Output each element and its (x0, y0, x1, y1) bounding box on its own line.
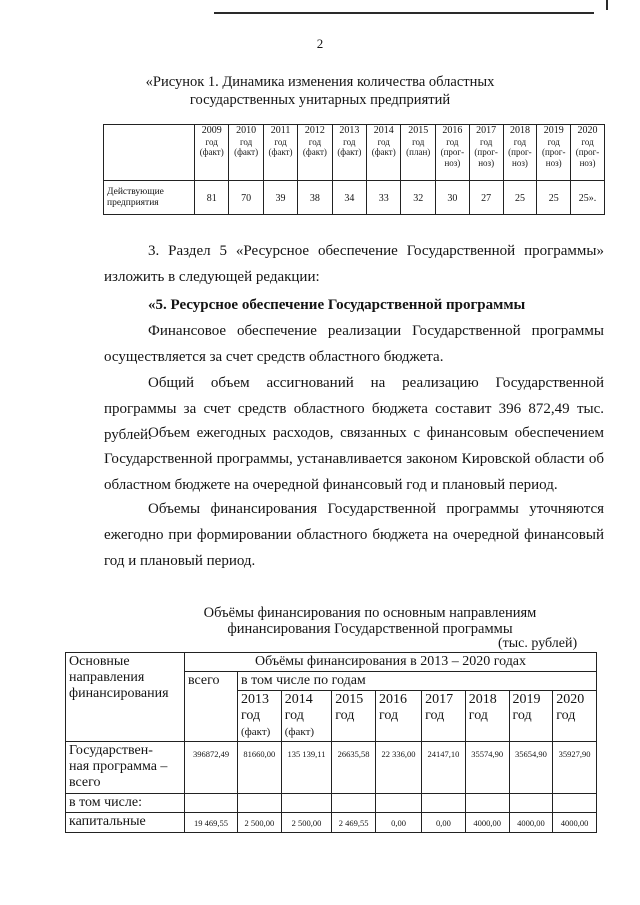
table-cell: 4000,00 (509, 813, 553, 833)
table-cell: 26635,58 (332, 742, 376, 794)
table-cell: 25 (537, 181, 571, 215)
table-cell: 22 336,00 (375, 742, 421, 794)
table2-title-line1: Объёмы финансирования по основным направлениям (203, 605, 537, 621)
table-row (66, 742, 597, 794)
table-cell: 135 139,11 (281, 742, 332, 794)
table-cell (185, 794, 238, 813)
year-header-cell: 2013 год (факт) (238, 691, 282, 742)
table-header-cell: 2017 год (прог- ноз) (469, 125, 503, 181)
table-cell: 81 (195, 181, 229, 215)
table-header-cell: 2016 год (прог- ноз) (435, 125, 469, 181)
column-header-by-years: в том числе по годам (238, 672, 597, 691)
table-cell (465, 794, 509, 813)
scan-border-line (606, 0, 608, 10)
table-cell: 35927,90 (553, 742, 597, 794)
table-cell: 35574,90 (465, 742, 509, 794)
year-header-cell: 2020 год (553, 691, 597, 742)
table-cell: 0,00 (375, 813, 421, 833)
row-label-capital: капитальные (66, 813, 185, 833)
paragraph-item-3: 3. Раздел 5 «Ресурсное обеспечение Государственной программы» изложить в следующей редакции: (104, 243, 604, 285)
unit-label: (тыс. рублей) (498, 636, 578, 651)
figure-title-line1: «Рисунок 1. Динамика изменения количества областных (145, 74, 495, 90)
column-header-directions: Основные направления финансирования (66, 653, 185, 742)
table-cell: 35654,90 (509, 742, 553, 794)
table-cell (553, 794, 597, 813)
figure-title-line2: государственных унитарных предприятий (189, 92, 451, 108)
column-header-span: Объёмы финансирования в 2013 – 2020 годах (185, 653, 597, 672)
table-cell: 4000,00 (465, 813, 509, 833)
table-cell (238, 794, 282, 813)
table-cell: 24147,10 (422, 742, 466, 794)
table-cell: 2 500,00 (238, 813, 282, 833)
year-header-cell: 2014 год (факт) (281, 691, 332, 742)
table-row (66, 813, 597, 833)
page-number: 2 (316, 36, 324, 51)
table-cell (375, 794, 421, 813)
table-header-cell: 2020 год (прог- ноз) (571, 125, 605, 181)
table-row (104, 181, 605, 215)
table-cell: 19 469,55 (185, 813, 238, 833)
table-cell: 39 (263, 181, 297, 215)
table2-title-line2: финансирования Государственной программы (227, 621, 513, 637)
table-cell: 2 500,00 (281, 813, 332, 833)
table-header-cell: 2018 год (прог- ноз) (503, 125, 537, 181)
table-header-cell: 2009 год (факт) (195, 125, 229, 181)
table-cell (422, 794, 466, 813)
table-cell: 4000,00 (553, 813, 597, 833)
table-row (66, 794, 597, 813)
table-cell: 2 469,55 (332, 813, 376, 833)
table-header-row (66, 653, 597, 672)
table-corner-cell (104, 125, 195, 181)
financing-table (65, 652, 597, 833)
table-cell: 38 (298, 181, 332, 215)
table-cell: 34 (332, 181, 366, 215)
table-header-cell: 2010 год (факт) (229, 125, 263, 181)
table-cell: 0,00 (422, 813, 466, 833)
paragraph-financing: Финансовое обеспечение реализации Государственной программы осуществляется за счет средств областного бюджета. (104, 323, 604, 365)
year-header-cell: 2019 год (509, 691, 553, 742)
row-label-including: в том числе: (66, 794, 185, 813)
table-cell (332, 794, 376, 813)
table-cell: 27 (469, 181, 503, 215)
table-cell: 81660,00 (238, 742, 282, 794)
table-cell: 25 (503, 181, 537, 215)
year-header-cell: 2018 год (465, 691, 509, 742)
table-cell: 32 (401, 181, 436, 215)
table-header-cell: 2019 год (прог- ноз) (537, 125, 571, 181)
paragraph-refinement: Объемы финансирования Государственной программы уточняются ежегодно при формировании областного бюджета на очередной финансовый год и плановый период. (104, 501, 604, 569)
table-cell (281, 794, 332, 813)
table-cell: 33 (367, 181, 401, 215)
table-cell: 30 (435, 181, 469, 215)
table-cell (509, 794, 553, 813)
table-cell: 396872,49 (185, 742, 238, 794)
table-header-cell: 2014 год (факт) (367, 125, 401, 181)
enterprises-table (103, 124, 605, 215)
scan-border-line (214, 12, 594, 14)
table-cell: 25». (571, 181, 605, 215)
paragraph-total-amount: Общий объем ассигнований на реализацию Государственной программы за счет средств областного бюджета составит 396 872,49 тыс. рублей. (104, 375, 604, 443)
table-header-cell: 2012 год (факт) (298, 125, 332, 181)
row-label-program-total: Государствен- ная программа – всего (66, 742, 185, 794)
year-header-cell: 2015 год (332, 691, 376, 742)
table-header-cell: 2013 год (факт) (332, 125, 366, 181)
table-header-cell: 2015 год (план) (401, 125, 436, 181)
row-label-enterprises: Действующие предприятия (104, 181, 195, 215)
table-cell: 70 (229, 181, 263, 215)
table-header-cell: 2011 год (факт) (263, 125, 297, 181)
section-heading: «5. Ресурсное обеспечение Государственной программы (148, 297, 526, 313)
year-header-cell: 2017 год (422, 691, 466, 742)
paragraph-annual-expenses: Объем ежегодных расходов, связанных с финансовым обеспечением Государственной программы, устанавливается законом Кировской области об областном бюджете на очередной финансовый год и плановый период. (104, 425, 604, 493)
column-header-total: всего (185, 672, 238, 742)
table-header-row (104, 125, 605, 181)
year-header-cell: 2016 год (375, 691, 421, 742)
